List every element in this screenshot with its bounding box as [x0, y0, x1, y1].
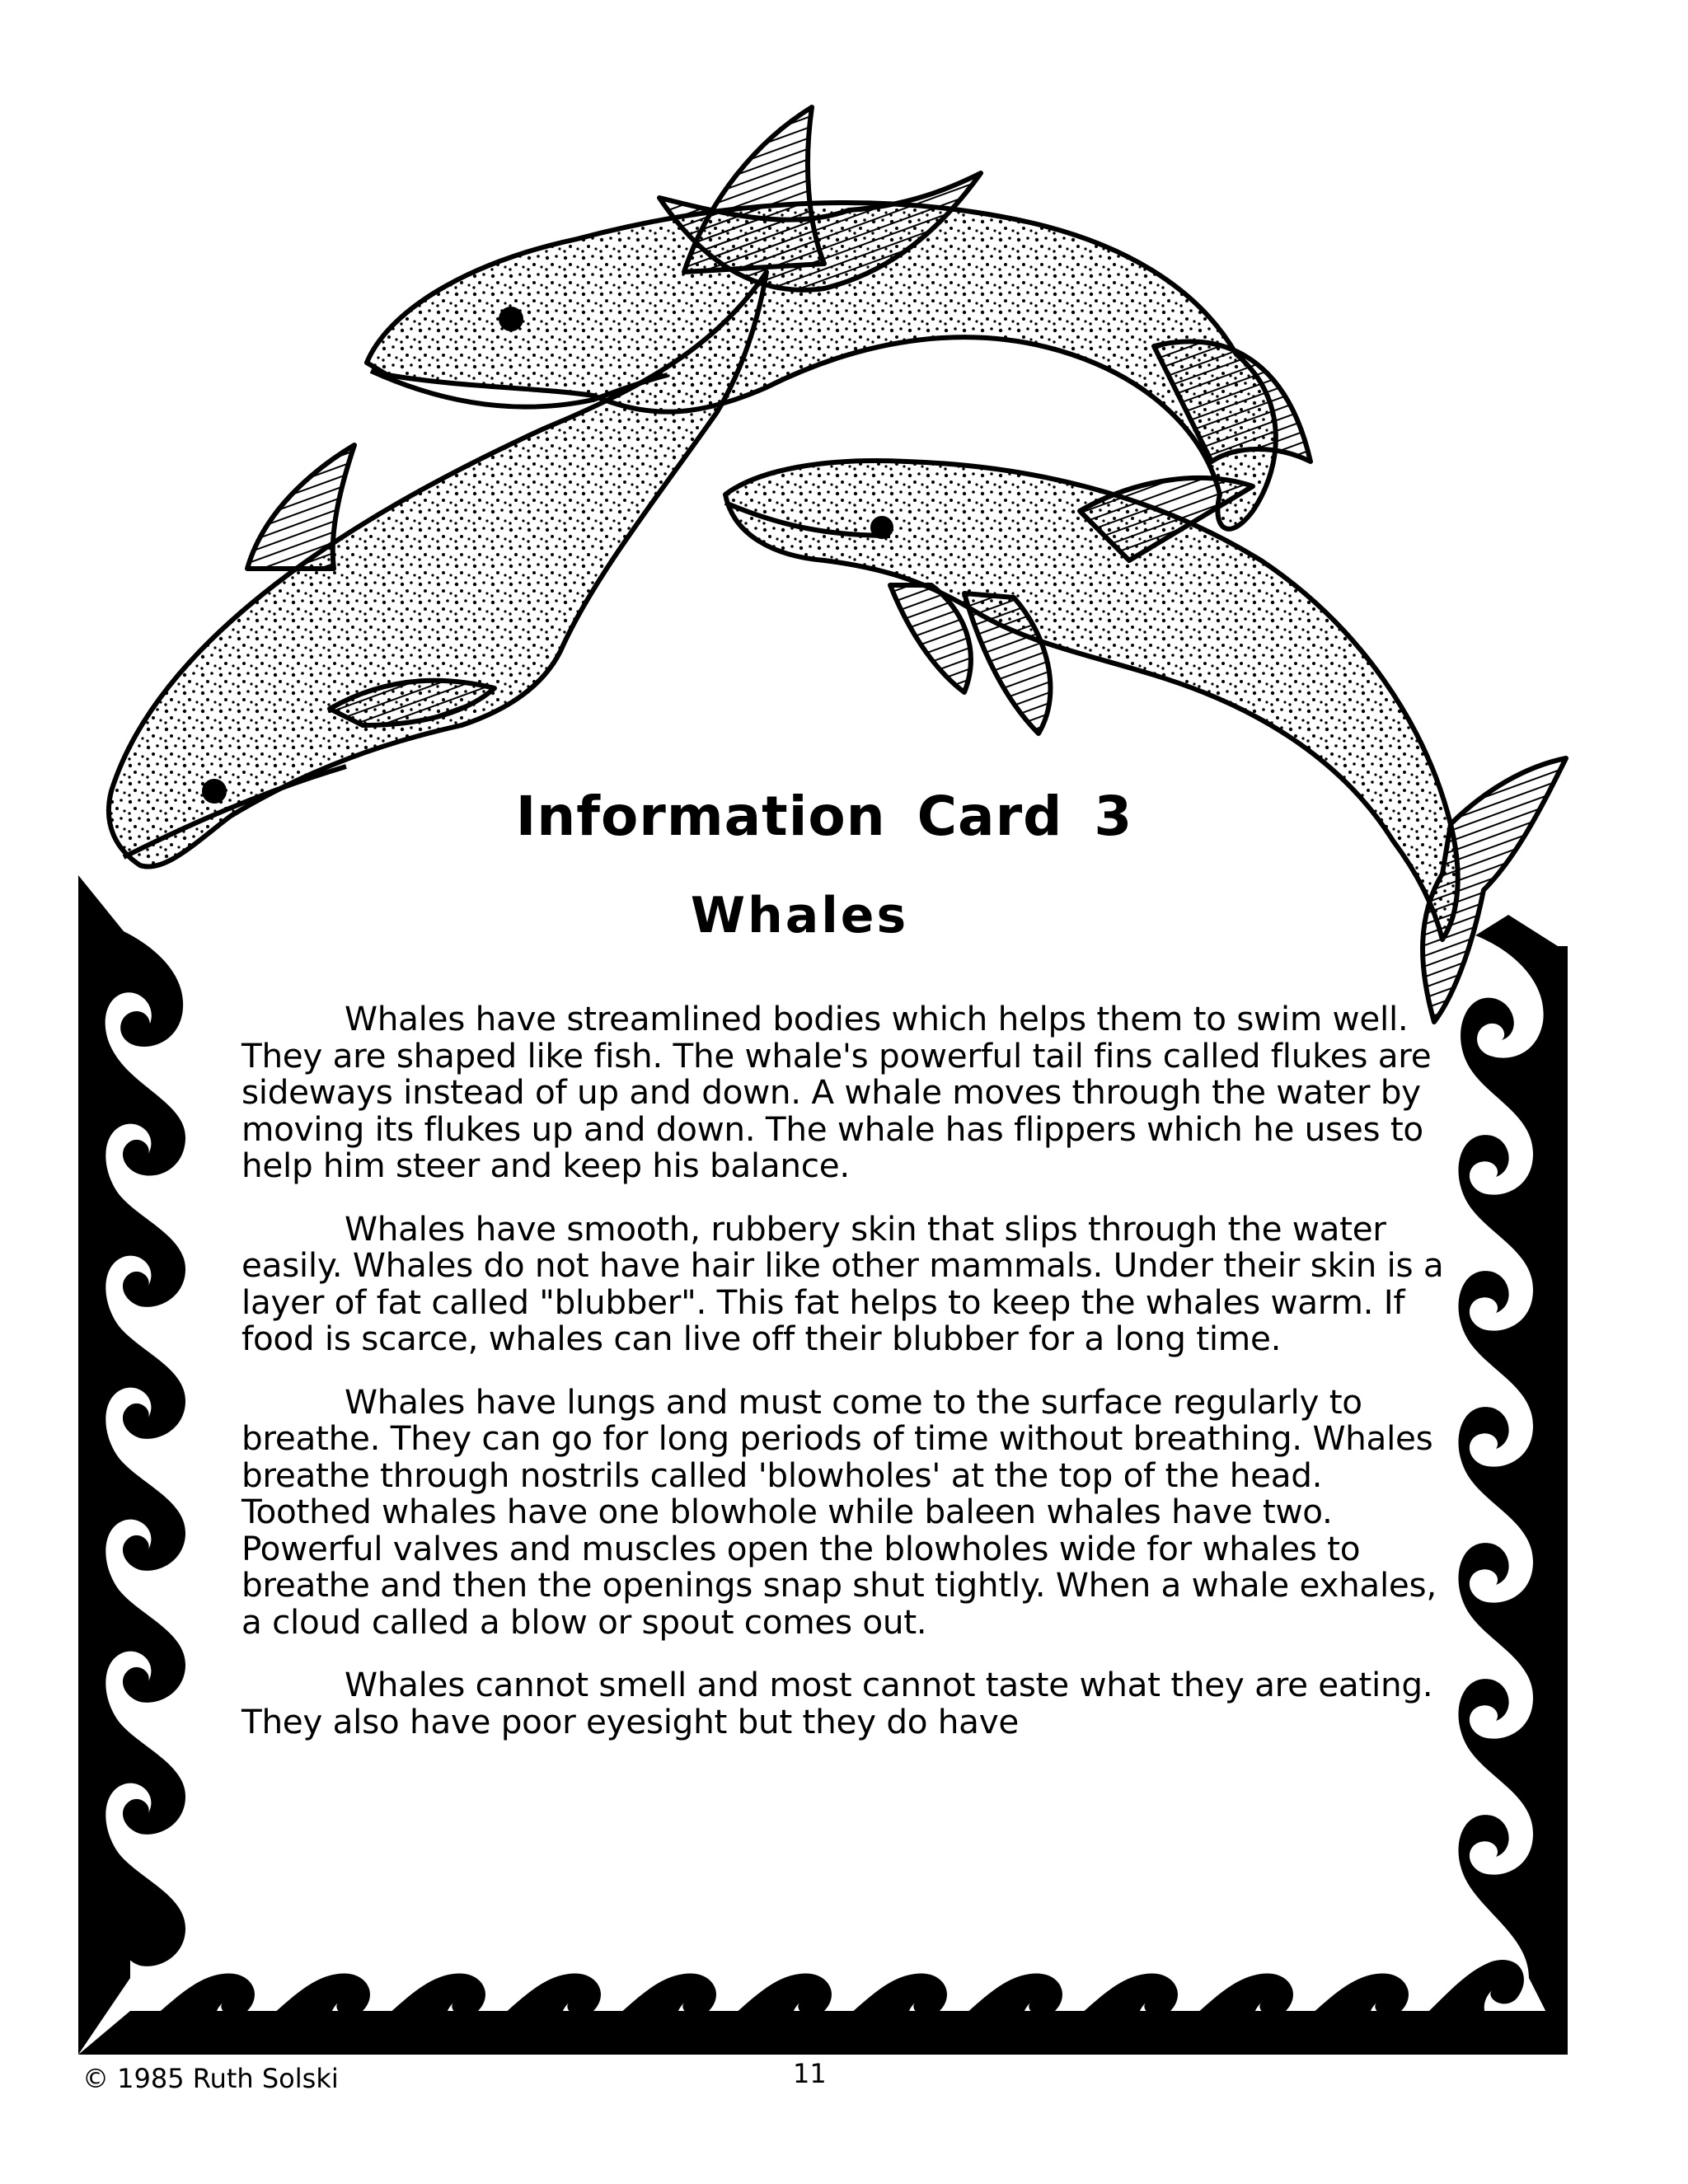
paragraph-body-shape: Whales have streamlined bodies which helps them to swim well. They are shaped like fish. The whale's powerful tail fins called flukes are sideways instead of up and down. A whale moves through the water by moving its flukes up and down. The whale has flippers which he uses to help him steer and keep his balance. — [241, 999, 1432, 1185]
card-body — [241, 1001, 1445, 1766]
page-number: 11 — [793, 2058, 827, 2089]
copyright-notice: © 1985 Ruth Solski — [82, 2063, 339, 2094]
paragraph-senses: Whales cannot smell and most cannot taste what they are eating. They also have poor eyesight but they do have — [241, 1665, 1433, 1741]
bottom-wave-crests — [130, 1960, 1568, 2055]
paragraph-breathing: Whales have lungs and must come to the surface regularly to breathe. They can go for long periods of time without breathing. Whales breathe through nostrils called 'blowholes' at the top of the head. Toothed whales have one blowhole while baleen whales have two. Powerful valves and muscles open the blowholes wide for whales to breathe and then the openings snap shut tightly. When a whale exhales, a cloud called a blow or spout comes out. — [241, 1381, 1437, 1642]
paragraph-skin-blubber: Whales have smooth, rubbery skin that slips through the water easily. Whales do not have hair like other mammals. Under their skin is a layer of fat called "blubber". This fat helps to keep the whales warm. If food is scarce, whales can live off their blubber for a long time. — [241, 1208, 1444, 1358]
wave-border-right — [1458, 915, 1568, 2055]
dolphin-illustration — [109, 107, 1566, 1022]
wave-border-left — [78, 875, 185, 2055]
card-subtitle: Whales — [690, 887, 909, 944]
card-title: Information Card 3 — [515, 785, 1133, 848]
